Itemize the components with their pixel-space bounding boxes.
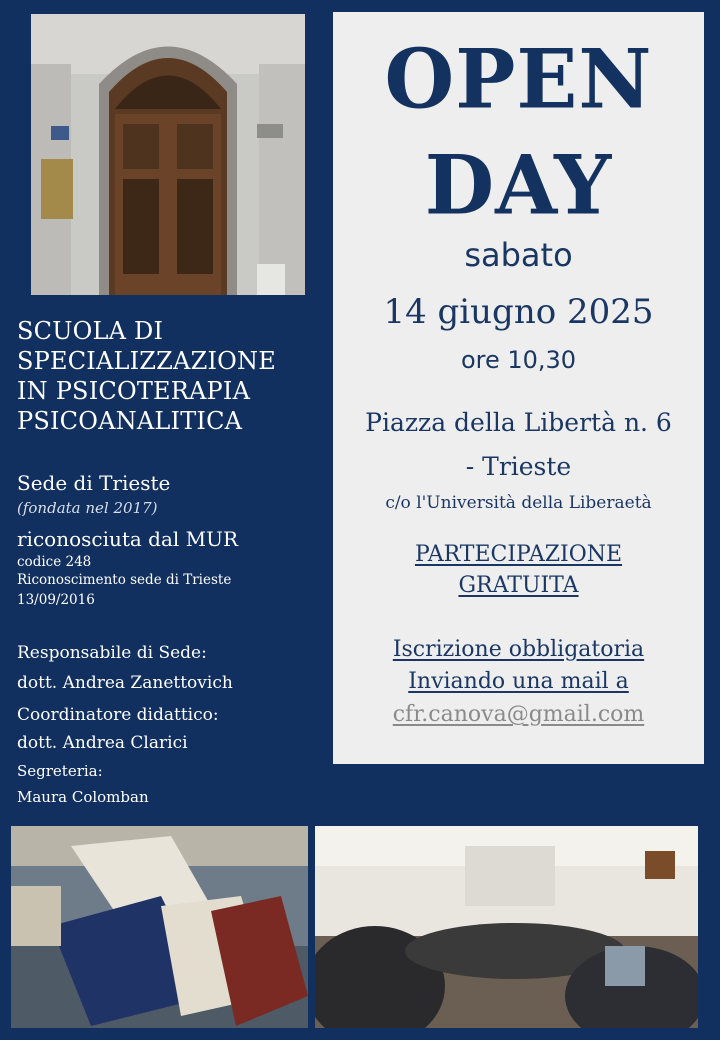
recognition-date: 13/09/2016 xyxy=(17,592,95,608)
theses-books-photo xyxy=(11,826,308,1028)
signup-instructions: Inviando una mail a xyxy=(408,669,629,694)
title-open: OPEN xyxy=(384,31,653,127)
event-address-line2: - Trieste xyxy=(465,452,572,481)
free-participation-line2: GRATUITA xyxy=(458,573,579,598)
free-participation-line1: PARTECIPAZIONE xyxy=(414,542,623,567)
coordinator-label: Coordinatore didattico: xyxy=(17,705,219,725)
group-meeting-photo xyxy=(315,826,698,1028)
open-day-panel xyxy=(333,12,704,764)
secretary-label: Segreteria: xyxy=(17,762,103,780)
coordinator-name: dott. Andrea Clarici xyxy=(17,733,188,753)
secretary-name: Maura Colomban xyxy=(17,788,149,806)
event-date: 14 giugno 2025 xyxy=(383,292,654,332)
school-name-line: SPECIALIZZAZIONE xyxy=(17,347,276,375)
school-name-line: PSICOANALITICA xyxy=(17,407,243,435)
school-name xyxy=(17,316,327,436)
sede-title: Sede di Trieste xyxy=(17,471,171,495)
signup-required: Iscrizione obbligatoria xyxy=(392,637,645,662)
event-time: ore 10,30 xyxy=(460,346,577,374)
responsible-name: dott. Andrea Zanettovich xyxy=(17,673,233,693)
event-weekday: sabato xyxy=(464,236,573,274)
building-entrance-photo xyxy=(31,14,305,295)
event-venue: c/o l'Università della Liberaetà xyxy=(385,493,652,513)
recognition-label: Riconoscimento sede di Trieste xyxy=(17,572,232,588)
founded-note: (fondata nel 2017) xyxy=(17,499,158,517)
recognition-title: riconosciuta dal MUR xyxy=(17,527,239,551)
school-name-line: SCUOLA DI xyxy=(17,317,164,345)
recognition-code: codice 248 xyxy=(17,554,92,570)
responsible-label: Responsabile di Sede: xyxy=(17,643,207,663)
contact-email-link[interactable]: cfr.canova@gmail.com xyxy=(392,702,645,727)
title-day: DAY xyxy=(424,137,613,233)
event-address-line1: Piazza della Libertà n. 6 xyxy=(365,408,672,437)
school-name-line: IN PSICOTERAPIA xyxy=(17,377,251,405)
